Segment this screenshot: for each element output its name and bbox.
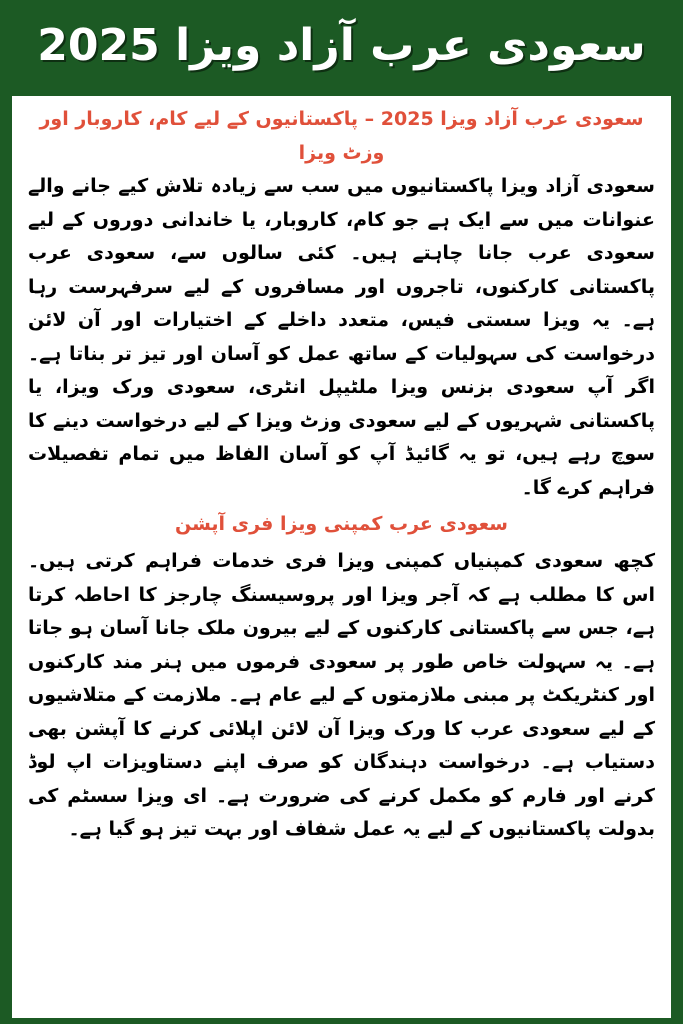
article-heading: سعودی عرب آزاد ویزا 2025 – پاکستانیوں کے لیے کام، کاروبار اور وزٹ ویزا bbox=[39, 108, 644, 164]
page-title: سعودی عرب آزاد ویزا 2025 bbox=[37, 20, 646, 71]
section-subheading: سعودی عرب کمپنی ویزا فری آپشن bbox=[174, 513, 508, 535]
article-paragraph-2: کچھ سعودی کمپنیاں کمپنی ویزا فری خدمات فراہم کرتی ہیں۔ اس کا مطلب ہے کہ آجر ویزا اور پروسیسنگ چارجز کا احاطہ کرتا ہے، جس سے پاکستانی کارکنوں کے لیے بیرون ملک جانا آسان ہو جاتا ہے۔ یہ سہولت خاص طور پر سعودی فرموں میں ہنر مند کارکنوں اور کنٹریکٹ پر مبنی ملازمتوں کے لیے عام ہے۔ ملازمت کے متلاشیوں کے لیے سعودی عرب کا ورک ویزا آن لائن اپلائی کرنے کا آپشن بھی دستیاب ہے۔ درخواست دہندگان کو صرف اپنے دستاویزات اپ لوڈ کرنے اور فارم کو مکمل کرنے کی ضرورت ہے۔ ای ویزا سسٹم کی بدولت پاکستانیوں کے لیے یہ عمل شفاف اور بہت تیز ہو گیا ہے۔ bbox=[28, 550, 655, 840]
article-paragraph-1: سعودی آزاد ویزا پاکستانیوں میں سب سے زیادہ تلاش کیے جانے والے عنوانات میں سے ایک ہے جو کام، کاروبار، یا خاندانی دوروں کے لیے سعودی عرب جانا چاہتے ہیں۔ کئی سالوں سے، سعودی عرب پاکستانی کارکنوں، تاجروں اور مسافروں کے لیے سرفہرست رہا ہے۔ یہ ویزا سستی فیس، متعدد داخلے کے اختیارات اور آن لائن درخواست کی سہولیات کے ساتھ عمل کو آسان اور تیز تر بناتا ہے۔ اگر آپ سعودی بزنس ویزا ملٹیپل انٹری، سعودی ورک ویزا، یا پاکستانی شہریوں کے لیے سعودی وزٹ ویزا کے لیے درخواست دینے کا سوچ رہے ہیں، تو یہ گائیڈ آپ کو آسان الفاظ میں تمام تفصیلات فراہم کرے گا۔ bbox=[28, 175, 655, 499]
title-banner bbox=[0, 0, 683, 92]
article-card bbox=[12, 96, 671, 1018]
